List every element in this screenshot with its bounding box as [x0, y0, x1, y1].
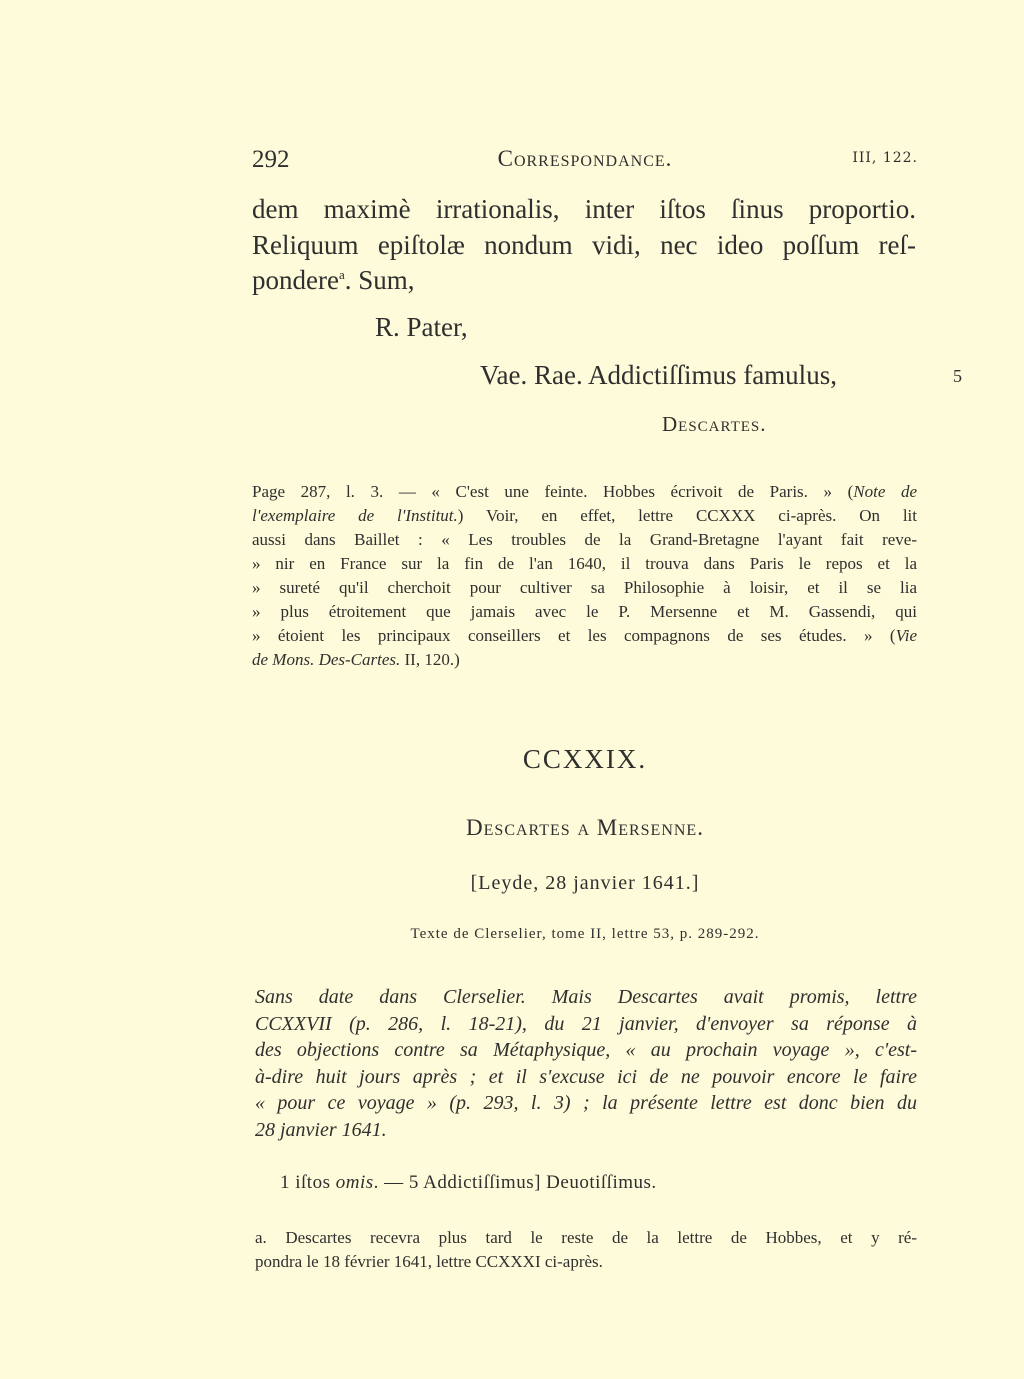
editorial-note: [252, 480, 917, 672]
footnote-line: a. Descartes recevra plus tard le reste de la lettre de Hobbes, et y ré-: [255, 1228, 917, 1247]
text-fragment: pondere: [252, 265, 339, 295]
intro-line: des objections contre sa Métaphysique, « au prochain voyage », c'est-: [255, 1039, 917, 1061]
note-italic: Vie: [895, 626, 917, 645]
running-title: Correspondance.: [497, 146, 673, 171]
letter-number: CCXXIX.: [522, 744, 648, 774]
note-line: [252, 504, 917, 528]
variant-text: . — 5 Addictiſſimus] Deuotiſſimus.: [373, 1172, 657, 1193]
intro-line: « pour ce voyage » (p. 293, l. 3) ; la présente lettre est donc bien du: [255, 1092, 917, 1114]
note-line: [252, 480, 917, 504]
note-text: Page 287, l. 3. — « C'est une feinte. Hobbes écrivoit de Paris. » (: [252, 482, 854, 501]
footnote-line: pondra le 18 février 1641, lettre CCXXXI ci-après.: [255, 1252, 603, 1271]
salutation: R. Pater,: [375, 312, 468, 342]
editorial-introduction: [255, 984, 917, 1143]
variant-italic: omis: [335, 1172, 374, 1193]
note-line: [252, 648, 917, 672]
footnote-a: [255, 1226, 917, 1274]
footnote-marker: a: [338, 267, 345, 282]
note-line: » plus étroitement que jamais avec le P. Mersenne et M. Gassendi, qui: [252, 602, 917, 621]
note-italic: Note de: [853, 482, 917, 501]
note-italic: l'exemplaire de l'Institut.: [252, 506, 458, 525]
volume-reference: III, 122.: [852, 150, 918, 166]
intro-line: à-dire huit jours après ; et il s'excuse ici de ne pouvoir encore le faire: [255, 1065, 917, 1088]
closing-formula: Vae. Rae. Addictiſſimus famulus,: [480, 360, 837, 390]
intro-line: 28 janvier 1641.: [255, 1118, 387, 1141]
textual-variants: [280, 1172, 657, 1194]
note-line: » sureté qu'il cherchoit pour cultiver sa Philosophie à loisir, et il se lia: [252, 578, 917, 597]
note-line: » nir en France sur la fin de l'an 1640, il trouva dans Paris le repos et la: [252, 554, 917, 573]
intro-line: Sans date dans Clerselier. Mais Descartes avait promis, lettre: [255, 986, 917, 1008]
letter-title: Descartes a Mersenne.: [466, 815, 704, 840]
note-italic: de Mons. Des-Cartes.: [252, 650, 401, 669]
note-text: ) Voir, en effet, lettre CCXXX ci-après. On lit: [457, 506, 917, 525]
note-line: aussi dans Baillet : « Les troubles de la Grand-Bretagne l'ayant fait reve-: [252, 530, 917, 549]
text-line: [252, 263, 916, 299]
text-fragment: . Sum,: [344, 265, 415, 295]
signature: Descartes.: [662, 412, 767, 436]
text-line: dem maximè irrationalis, inter iſtos ſinus proportio.: [252, 194, 916, 224]
page-header: [252, 146, 918, 178]
latin-letter-text: [252, 192, 916, 299]
line-number-marker: 5: [953, 366, 962, 386]
note-text: » étoient les principaux conseillers et les compagnons de ses études. » (: [252, 626, 896, 645]
note-text: II, 120.): [400, 650, 460, 669]
intro-line: CCXXVII (p. 286, l. 18-21), du 21 janvier, d'envoyer sa réponse à: [255, 1012, 917, 1035]
letter-date: [Leyde, 28 janvier 1641.]: [470, 872, 700, 894]
variant-text: 1 iſtos: [280, 1172, 336, 1193]
text-line: Reliquum epiſtolæ nondum vidi, nec ideo poſſum reſ-: [252, 229, 916, 260]
page-number: 292: [252, 146, 290, 173]
letter-source: Texte de Clerselier, tome II, lettre 53, p. 289-292.: [410, 926, 760, 942]
note-line: [252, 624, 917, 648]
